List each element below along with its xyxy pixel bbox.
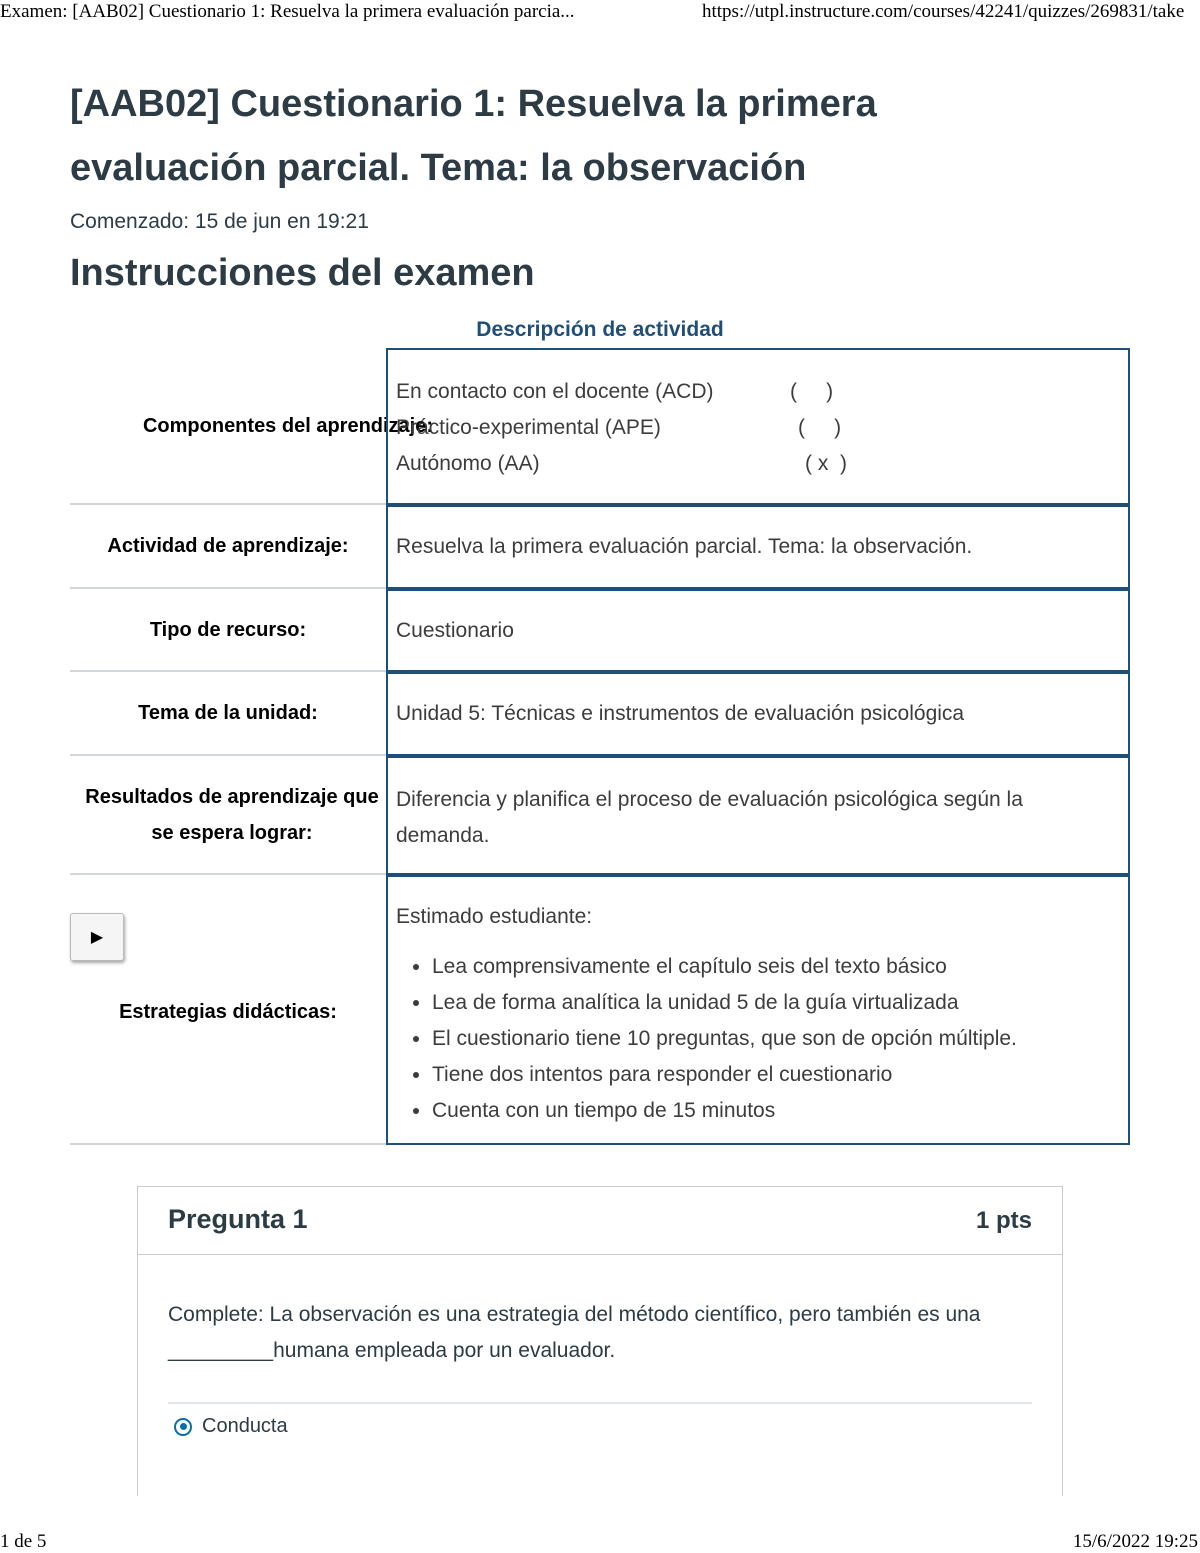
components-label: Componentes del aprendizaje: — [142, 414, 434, 437]
instructions-heading: Instrucciones del examen — [70, 252, 535, 294]
component-name: Práctico-experimental (APE) — [396, 416, 661, 439]
strategies-list — [396, 949, 1120, 1129]
answer-option[interactable] — [174, 1415, 288, 1438]
divider — [168, 1402, 1032, 1404]
resource-label: Tipo de recurso: — [149, 618, 307, 641]
question-card — [137, 1186, 1063, 1496]
activity-table — [70, 348, 1130, 1145]
unit-row — [70, 672, 1130, 756]
quiz-title: [AAB02] Cuestionario 1: Resuelva la primera evaluación parcial. Tema: la observación — [70, 83, 877, 189]
component-name: Autónomo (AA) — [396, 452, 540, 475]
strategies-label: Estrategias didácticas: — [119, 1001, 337, 1023]
results-row — [70, 756, 1130, 875]
print-header — [0, 0, 1200, 28]
unit-label: Tema de la unidad: — [138, 702, 318, 724]
strategies-row — [70, 875, 1130, 1145]
unit-value: Unidad 5: Técnicas e instrumentos de evaluación psicológica — [386, 672, 1130, 756]
component-mark: ( ) — [798, 416, 842, 439]
question-header — [138, 1187, 1062, 1255]
list-item: • Lea de forma analítica la unidad 5 de la guía virtualizada — [432, 985, 1120, 1021]
print-page-title: Examen: [AAB02] Cuestionario 1: Resuelva la primera evaluación parcia... — [0, 1, 575, 22]
play-icon: ▶ — [90, 929, 104, 946]
resource-value: Cuestionario — [386, 589, 1130, 672]
question-name: Pregunta 1 — [168, 1204, 308, 1234]
component-name: En contacto con el docente (ACD) — [396, 380, 714, 403]
results-label: Resultados de aprendizaje que se espera lograr: — [85, 785, 379, 844]
component-mark: ( ) — [790, 380, 834, 403]
component-item — [396, 410, 1120, 446]
list-item: • El cuestionario tiene 10 preguntas, que son de opción múltiple. — [432, 1021, 1120, 1057]
component-item — [396, 374, 1120, 410]
strategies-intro: Estimado estudiante: — [396, 905, 593, 928]
print-datetime: 15/6/2022 19:25 — [1072, 1531, 1198, 1552]
print-page-url: https://utpl.instructure.com/courses/42241/quizzes/269831/take — [702, 1, 1185, 22]
components-value — [386, 348, 1130, 505]
list-item: • Tiene dos intentos para responder el cuestionario — [432, 1057, 1120, 1093]
component-item — [396, 446, 1120, 482]
activity-row — [70, 505, 1130, 589]
answer-label: Conducta — [202, 1415, 288, 1437]
activity-table-caption: Descripción de actividad — [476, 318, 724, 341]
component-mark: ( x ) — [805, 452, 847, 475]
results-value: Diferencia y planifica el proceso de evaluación psicológica según la demanda. — [386, 756, 1130, 875]
question-points: 1 pts — [975, 1207, 1032, 1234]
question-text: Complete: La observación es una estrategia del método científico, pero también es una _________humana empleada por un evaluador. — [168, 1303, 981, 1362]
print-footer — [0, 1528, 1200, 1553]
list-item: • Lea comprensivamente el capítulo seis del texto básico — [432, 949, 1120, 985]
list-item: • Cuenta con un tiempo de 15 minutos — [432, 1093, 1120, 1129]
activity-label: Actividad de aprendizaje: — [107, 535, 349, 557]
strategies-value — [386, 875, 1130, 1145]
components-row — [70, 348, 1130, 505]
print-page-number: 1 de 5 — [0, 1531, 47, 1552]
started-timestamp: Comenzado: 15 de jun en 19:21 — [70, 210, 369, 233]
radio-selected-icon[interactable] — [174, 1418, 192, 1436]
resource-row — [70, 589, 1130, 672]
activity-value: Resuelva la primera evaluación parcial. Tema: la observación. — [386, 505, 1130, 589]
